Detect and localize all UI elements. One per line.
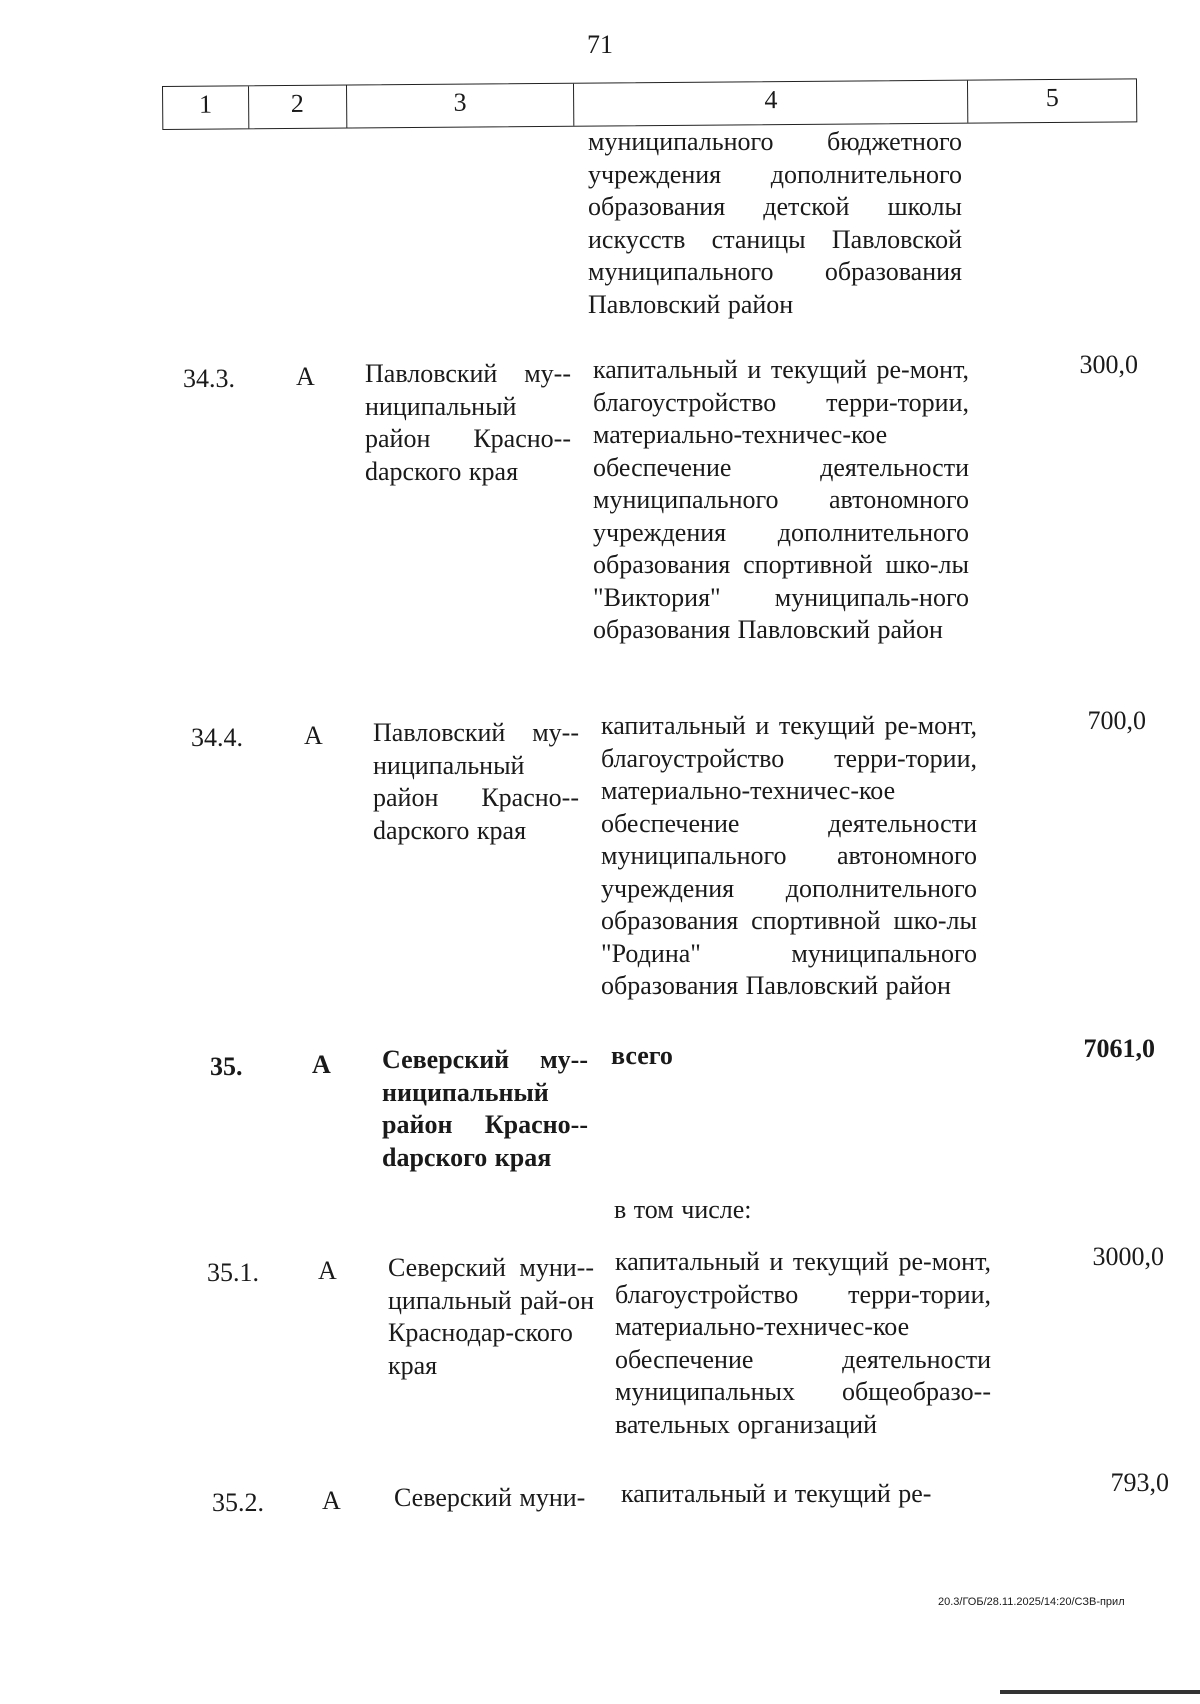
row-description: всего [611,1041,673,1070]
header-col-4: 4 [574,81,969,126]
row-description: капитальный и текущий ре-монт, благоустройство терри-тории, материально-техничес-кое обеспечение деятельности муниципального автономного учреждения дополнительного образования спортивной шко-лы "Виктория" муниципаль-ного образования Павловский район [593,355,969,644]
row-subtitle: в том числе: [614,1195,752,1224]
header-col-2: 2 [249,86,347,129]
row-municipality: Павловский му-ниципальный район Красно-dарского края [373,718,579,845]
row-amount: 3000,0 [1092,1242,1164,1271]
row-amount: 7061,0 [1083,1034,1155,1063]
row-municipality: Северский муни- [394,1483,586,1512]
row-amount: 300,0 [1079,350,1138,379]
row-amount: 793,0 [1110,1468,1169,1497]
document-code: 20.3/ГОБ/28.11.2025/14:20/СЗВ-прил [938,1596,1125,1608]
row-description: капитальный и текущий ре- [621,1479,932,1508]
row-amount: 700,0 [1087,706,1146,735]
row-category: А [296,362,315,391]
row-category: А [304,721,323,750]
row-description: капитальный и текущий ре-монт, благоустройство терри-тории, материально-техничес-кое обеспечение деятельности муниципального автономного учреждения дополнительного образования спортивной шко-лы "Родина" муниципального образования Павловский район [601,711,977,1000]
row-number: 34.4. [191,723,243,752]
row-category: А [322,1486,341,1515]
scan-edge-mark [1000,1690,1200,1694]
header-col-1: 1 [163,86,249,129]
row-category: А [318,1256,337,1285]
row-category: А [312,1050,331,1079]
row-municipality: Павловский му-ниципальный район Красно-dарского края [365,359,571,486]
page-number: 71 [587,30,613,59]
continuation-description: муниципального бюджетного учреждения дополнительного образования детской школы искусств станицы Павловской муниципального образования Павловский район [588,127,962,319]
header-col-3: 3 [347,84,575,128]
row-number: 34.3. [183,364,235,393]
row-municipality: Северский муни-ципальный рай-он Краснодар-ского края [388,1253,594,1380]
table-header-row [162,78,1137,130]
row-number: 35. [210,1052,243,1081]
row-municipality: Северский му-ниципальный район Красно-dарского края [382,1045,588,1172]
row-number: 35.1. [207,1258,259,1287]
row-number: 35.2. [212,1488,264,1517]
header-col-5: 5 [1045,82,1059,113]
row-description: капитальный и текущий ре-монт, благоустройство терри-тории, материально-техничес-кое обеспечение деятельности муниципальных общеобразо-вательных организаций [615,1247,991,1439]
